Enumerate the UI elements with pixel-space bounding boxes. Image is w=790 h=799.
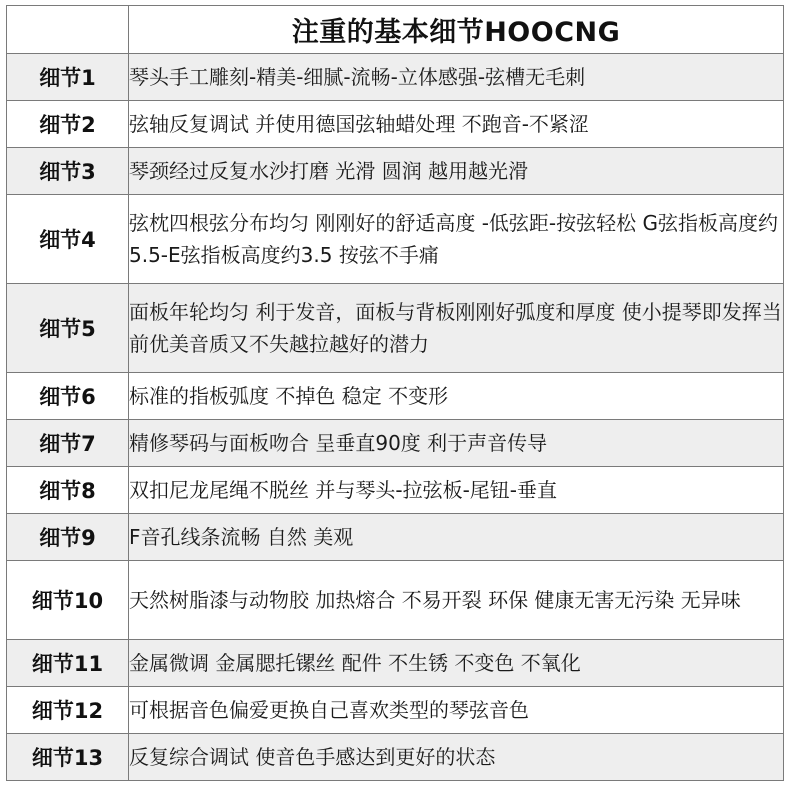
- table-title: 注重的基本细节HOOCNG: [129, 6, 784, 54]
- detail-description: 琴颈经过反复水沙打磨 光滑 圆润 越用越光滑: [129, 148, 784, 195]
- detail-label: 细节8: [7, 467, 129, 514]
- table-row: [7, 284, 784, 373]
- table-row: [7, 420, 784, 467]
- table-row: [7, 734, 784, 781]
- table-row: [7, 195, 784, 284]
- detail-description: 可根据音色偏爱更换自己喜欢类型的琴弦音色: [129, 687, 784, 734]
- detail-label: 细节13: [7, 734, 129, 781]
- detail-description: 弦轴反复调试 并使用德国弦轴蜡处理 不跑音-不紧涩: [129, 101, 784, 148]
- detail-label: 细节7: [7, 420, 129, 467]
- detail-description: 反复综合调试 使音色手感达到更好的状态: [129, 734, 784, 781]
- table-row: [7, 640, 784, 687]
- detail-description: 面板年轮均匀 利于发音，面板与背板刚刚好弧度和厚度 使小提琴即发挥当前优美音质又不失越拉越好的潜力: [129, 284, 784, 373]
- detail-description: 标准的指板弧度 不掉色 稳定 不变形: [129, 373, 784, 420]
- detail-label: 细节4: [7, 195, 129, 284]
- detail-label: 细节3: [7, 148, 129, 195]
- detail-label: 细节9: [7, 514, 129, 561]
- detail-description: 精修琴码与面板吻合 呈垂直90度 利于声音传导: [129, 420, 784, 467]
- detail-label: 细节12: [7, 687, 129, 734]
- details-table: [6, 5, 784, 781]
- detail-description: 金属微调 金属腮托镙丝 配件 不生锈 不变色 不氧化: [129, 640, 784, 687]
- detail-label: 细节10: [7, 561, 129, 640]
- detail-description: 双扣尼龙尾绳不脱丝 并与琴头-拉弦板-尾钮-垂直: [129, 467, 784, 514]
- detail-description: F音孔线条流畅 自然 美观: [129, 514, 784, 561]
- table-row: [7, 514, 784, 561]
- table-row: [7, 561, 784, 640]
- table-row: [7, 687, 784, 734]
- detail-label: 细节11: [7, 640, 129, 687]
- table-row: [7, 467, 784, 514]
- detail-label: 细节6: [7, 373, 129, 420]
- table-row: [7, 148, 784, 195]
- table-header-row: [7, 6, 784, 54]
- detail-description: 弦枕四根弦分布均匀 刚刚好的舒适高度 -低弦距-按弦轻松 G弦指板高度约5.5-E弦指板高度约3.5 按弦不手痛: [129, 195, 784, 284]
- detail-label: 细节1: [7, 54, 129, 101]
- table-row: [7, 373, 784, 420]
- detail-description: 天然树脂漆与动物胶 加热熔合 不易开裂 环保 健康无害无污染 无异味: [129, 561, 784, 640]
- detail-label: 细节5: [7, 284, 129, 373]
- detail-description: 琴头手工雕刻-精美-细腻-流畅-立体感强-弦槽无毛刺: [129, 54, 784, 101]
- table-row: [7, 101, 784, 148]
- detail-label: 细节2: [7, 101, 129, 148]
- header-corner-cell: [7, 6, 129, 54]
- table-row: [7, 54, 784, 101]
